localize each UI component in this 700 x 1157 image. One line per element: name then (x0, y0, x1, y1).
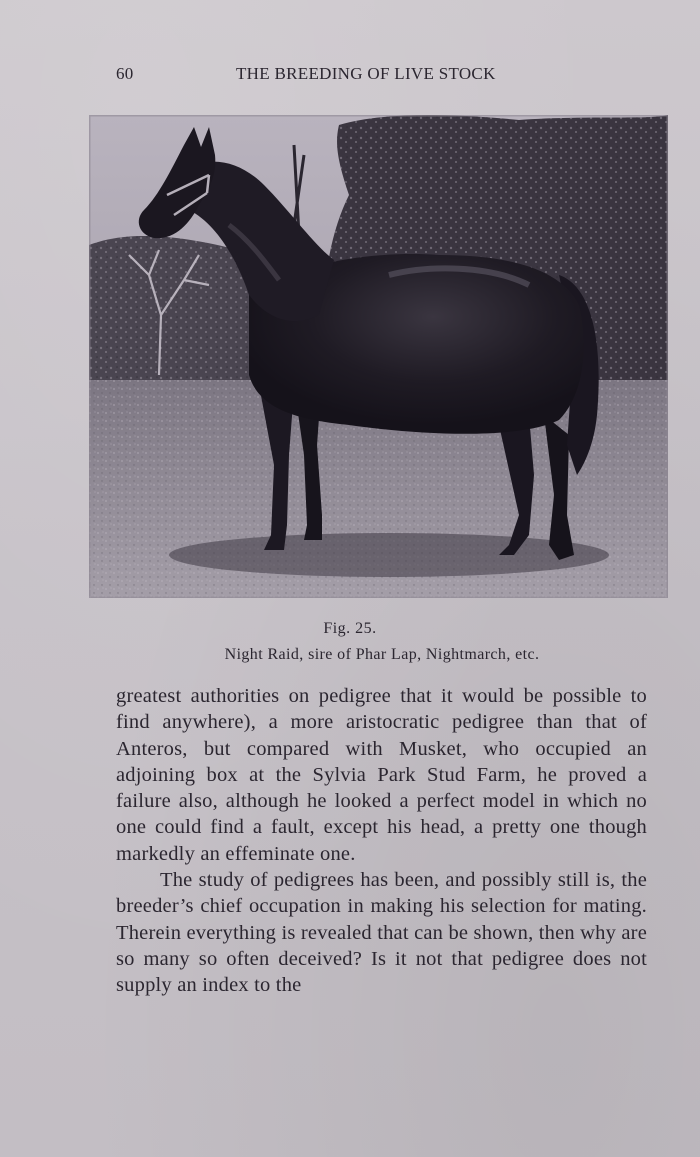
paragraph-pedigrees: The study of pedigrees has been, and possibly still is, the breeder’s chief occupation in making his selection for mating. Therein everything is revealed that can be shown, then why are so many so often deceived? Is it not that pedigree does not supply an index to the (116, 869, 647, 997)
paragraph-continued: greatest authorities on pedigree that it would be possible to find anywhere), a more aristocratic pedigree than that of Anteros, but compared with Musket, who occupied an adjoining box at the Sylvia Park Stud Farm, he proved a failure also, although he looked a perfect model in which no one could find a fault, except his head, a pretty one though markedly an effeminate one. (116, 685, 647, 865)
figure-caption: Night Raid, sire of Phar Lap, Nightmarch, etc. (224, 646, 540, 663)
horse-shadow (169, 533, 609, 577)
horse-photograph (89, 115, 668, 598)
figure-label: Fig. 25. (323, 620, 377, 637)
figure-photo-night-raid (89, 115, 668, 598)
page-number: 60 (116, 64, 134, 83)
body-text (116, 683, 647, 999)
running-head (116, 64, 528, 88)
running-head-title: THE BREEDING OF LIVE STOCK (236, 64, 496, 83)
